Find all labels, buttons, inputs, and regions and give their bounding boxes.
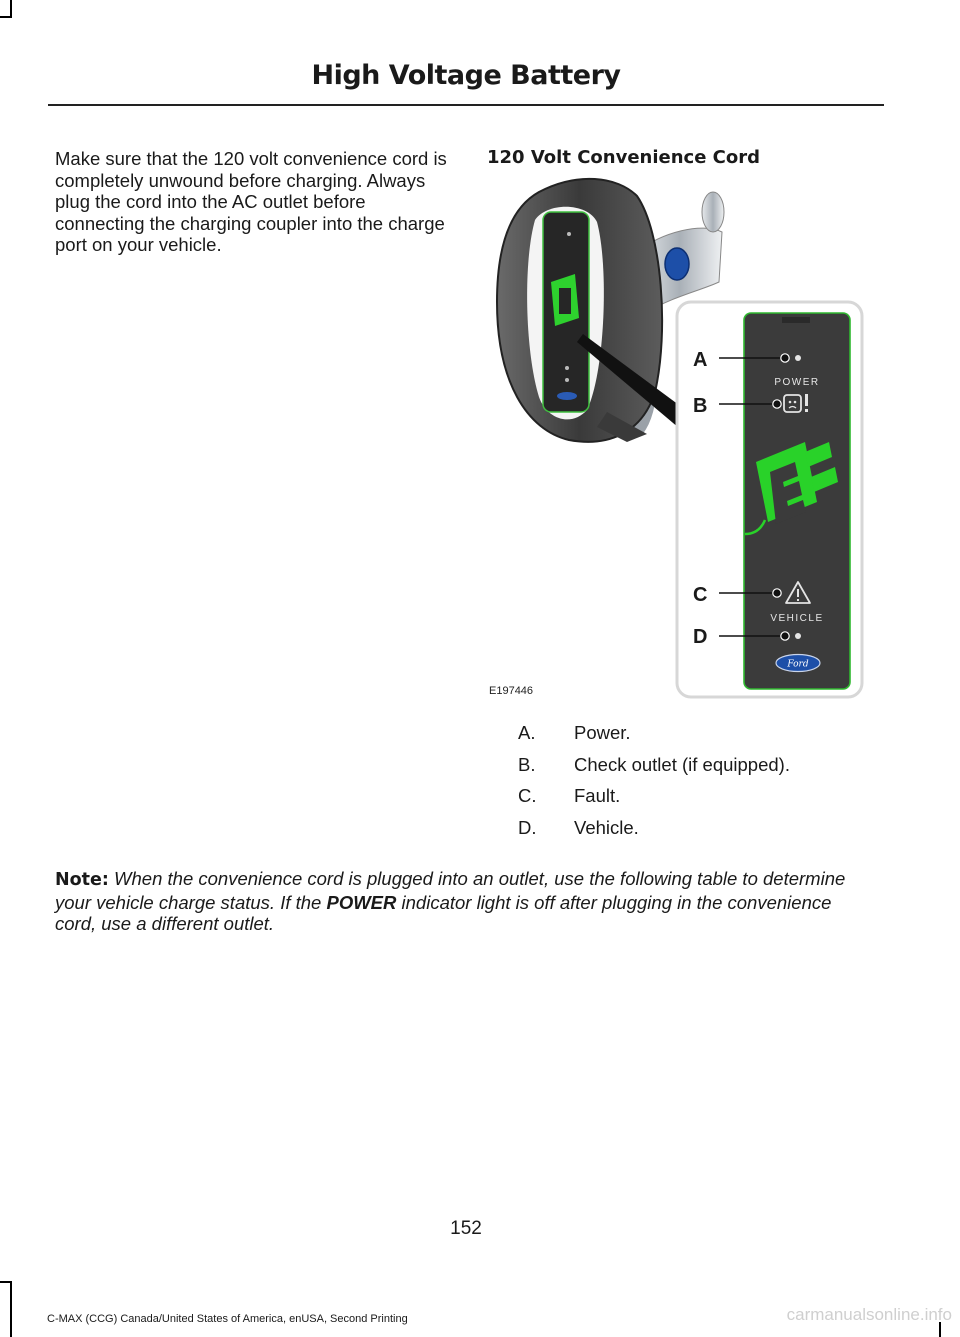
convenience-cord-figure — [487, 172, 867, 700]
power-indicator-light — [795, 355, 801, 361]
note-text: indicator light is off after plugging in the convenience cord, use a different outlet. — [55, 891, 832, 934]
legend-key: B. — [518, 753, 536, 775]
crop-mark — [0, 1281, 12, 1283]
callout-legend — [518, 722, 878, 848]
vehicle-indicator-light — [795, 633, 801, 639]
crop-mark — [10, 1281, 12, 1337]
legend-text: Fault. — [574, 785, 621, 806]
legend-text: Check outlet (if equipped). — [574, 753, 790, 775]
legend-item — [518, 785, 878, 817]
callout-label-a: A — [693, 349, 708, 371]
page-title: High Voltage Battery — [311, 60, 621, 91]
page-number: 152 — [450, 1218, 482, 1239]
legend-text: Power. — [574, 722, 631, 743]
legend-item — [518, 722, 878, 754]
vehicle-label: VEHICLE — [770, 613, 824, 624]
legend-item — [518, 754, 878, 786]
convenience-cord-illustration — [487, 172, 867, 700]
legend-item — [518, 817, 878, 849]
note-keyword: POWER — [326, 891, 397, 913]
figure-id: E197446 — [489, 685, 534, 697]
note-text: When the convenience cord is plugged into an outlet, use the following table to determine your vehicle charge status. If the — [55, 868, 846, 913]
intro-paragraph: Make sure that the 120 volt convenience cord is completely unwound before charging. Always plug the cord into the AC outlet before connecting the charging coupler into the charge port on your vehicle. — [55, 148, 447, 255]
legend-key: C. — [518, 785, 537, 806]
callout-label-b: B — [693, 395, 708, 417]
header-divider — [48, 104, 884, 106]
figure-title: 120 Volt Convenience Cord — [487, 147, 761, 168]
ford-logo-text: Ford — [787, 659, 809, 670]
legend-text: Vehicle. — [574, 816, 639, 838]
legend-key: D. — [518, 816, 537, 838]
callout-label-c: C — [693, 584, 708, 606]
power-label: POWER — [774, 377, 820, 388]
note-paragraph — [55, 868, 875, 935]
note-label: Note: — [55, 870, 109, 890]
footer-text: C-MAX (CCG) Canada/United States of America, enUSA, Second Printing — [47, 1313, 408, 1325]
callout-label-d: D — [693, 626, 708, 648]
crop-mark — [0, 16, 12, 18]
legend-key: A. — [518, 722, 536, 743]
charger-body — [497, 179, 662, 442]
watermark: carmanualsonline.info — [786, 1305, 952, 1324]
